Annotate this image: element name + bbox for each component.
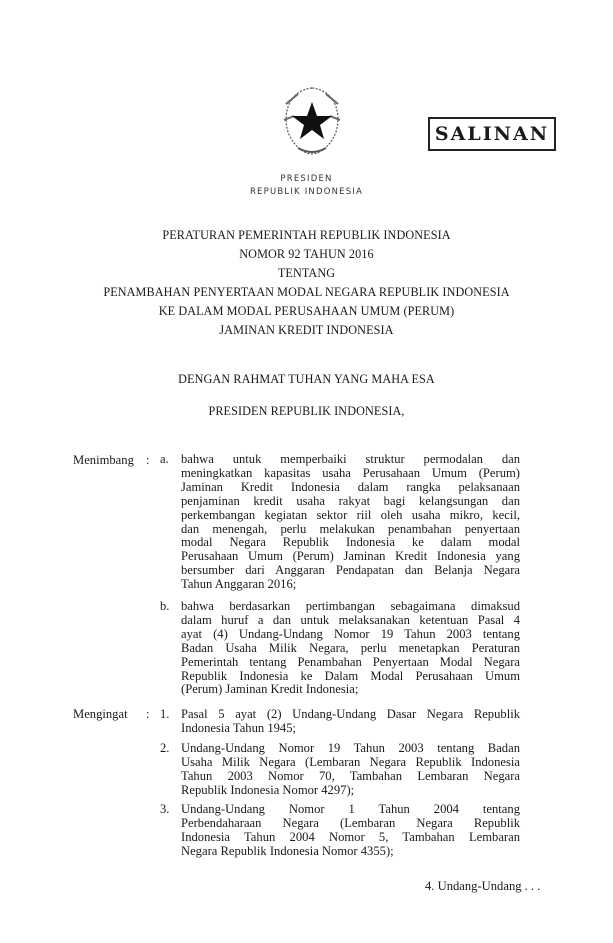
menimbang-item-line: meningkatkan kapasitas usaha Perusahaan Umum (Perum): [181, 465, 520, 480]
mengingat-item-line: Usaha Milik Negara (Lembaran Negara Republik Indonesia: [181, 754, 520, 769]
mengingat-item-line: Tahun 2003 Nomor 70, Tambahan Lembaran Negara: [181, 768, 520, 783]
menimbang-item-line: modal Negara Republik Indonesia ke dalam modal: [181, 535, 520, 550]
title-line: JAMINAN KREDIT INDONESIA: [219, 323, 394, 337]
title-line: NOMOR 92 TAHUN 2016: [239, 247, 374, 261]
menimbang-item-line: Perusahaan Umum (Perum) Jaminan Kredit Indonesia yang: [181, 549, 520, 564]
menimbang-item-marker: a.: [160, 452, 169, 466]
menimbang-item-line: dan menengah, perlu melakukan penambahan penyertaan: [181, 521, 520, 536]
mengingat-colon: :: [146, 707, 150, 721]
mengingat-item-marker: 3.: [160, 802, 170, 816]
mengingat-label: Mengingat: [73, 707, 128, 721]
title-line: TENTANG: [277, 266, 336, 280]
menimbang-item-line: Republik Indonesia ke Dalam Modal Perusahaan Umum: [181, 668, 520, 683]
menimbang-item-line: perkembangan kegiatan sektor riil oleh usaha mikro, kecil,: [181, 507, 520, 522]
menimbang-item-line: Jaminan Kredit Indonesia dalam rangka pelaksanaan: [181, 479, 520, 494]
menimbang-item-line: Tahun Anggaran 2016;: [181, 577, 297, 592]
menimbang-item-line: ayat (4) Undang-Undang Nomor 19 Tahun 2003 tentang: [181, 626, 520, 641]
menimbang-item-line: dalam huruf a dan untuk melaksanakan ketentuan Pasal 4: [181, 612, 520, 627]
mengingat-item-marker: 2.: [160, 741, 170, 755]
mengingat-item-line: Negara Republik Indonesia Nomor 4355);: [181, 843, 394, 858]
menimbang-item-marker: b.: [160, 599, 170, 613]
header-republik-indonesia: REPUBLIK INDONESIA: [249, 187, 364, 197]
mengingat-item-line: Perbendaharaan Negara (Lembaran Negara Republik: [181, 815, 520, 830]
menimbang-item-line: Badan Usaha Milik Negara, perlu menetapkan Peraturan: [181, 640, 520, 655]
salinan-stamp: SALINAN: [428, 117, 556, 151]
mengingat-item-line: Pasal 5 ayat (2) Undang-Undang Dasar Negara Republik: [181, 707, 520, 721]
menimbang-label: Menimbang: [73, 453, 134, 467]
mengingat-item-line: Indonesia Tahun 2004 Nomor 5, Tambahan Lembaran: [181, 829, 520, 844]
menimbang-item-line: penjaminan kredit usaha rakyat bagi kelangsungan dan: [181, 493, 520, 508]
mengingat-item-line: Indonesia Tahun 1945;: [181, 720, 297, 735]
mengingat-item-line: Undang-Undang Nomor 19 Tahun 2003 tentang Badan: [181, 741, 520, 755]
mengingat-item-line: Undang-Undang Nomor 1 Tahun 2004 tentang: [181, 802, 520, 816]
garuda-emblem-icon: [276, 82, 348, 158]
title-line: PERATURAN PEMERINTAH REPUBLIK INDONESIA: [162, 228, 451, 242]
menimbang-item-line: (Perum) Jaminan Kredit Indonesia;: [181, 682, 359, 697]
menimbang-item-line: bahwa untuk memperbaiki struktur permodalan dan: [181, 452, 520, 466]
mengingat-item-line: Republik Indonesia Nomor 4297);: [181, 782, 355, 797]
menimbang-item-line: bersumber dari Anggaran Pendapatan dan Belanja Negara: [181, 563, 520, 578]
title-line: PENAMBAHAN PENYERTAAN MODAL NEGARA REPUBLIK INDONESIA: [103, 285, 510, 299]
menimbang-colon: :: [146, 453, 150, 467]
menimbang-item-line: Pemerintah tentang Penambahan Penyertaan Modal Negara: [181, 654, 520, 669]
header-presiden: PRESIDEN: [280, 174, 333, 184]
mengingat-item-marker: 1.: [160, 707, 170, 721]
menimbang-item-line: bahwa berdasarkan pertimbangan sebagaimana dimaksud: [181, 599, 520, 613]
president-heading: PRESIDEN REPUBLIK INDONESIA,: [208, 404, 405, 418]
title-line: KE DALAM MODAL PERUSAHAAN UMUM (PERUM): [158, 304, 455, 318]
invocation: DENGAN RAHMAT TUHAN YANG MAHA ESA: [178, 372, 435, 386]
page-continuation: 4. Undang-Undang . . .: [425, 879, 541, 893]
